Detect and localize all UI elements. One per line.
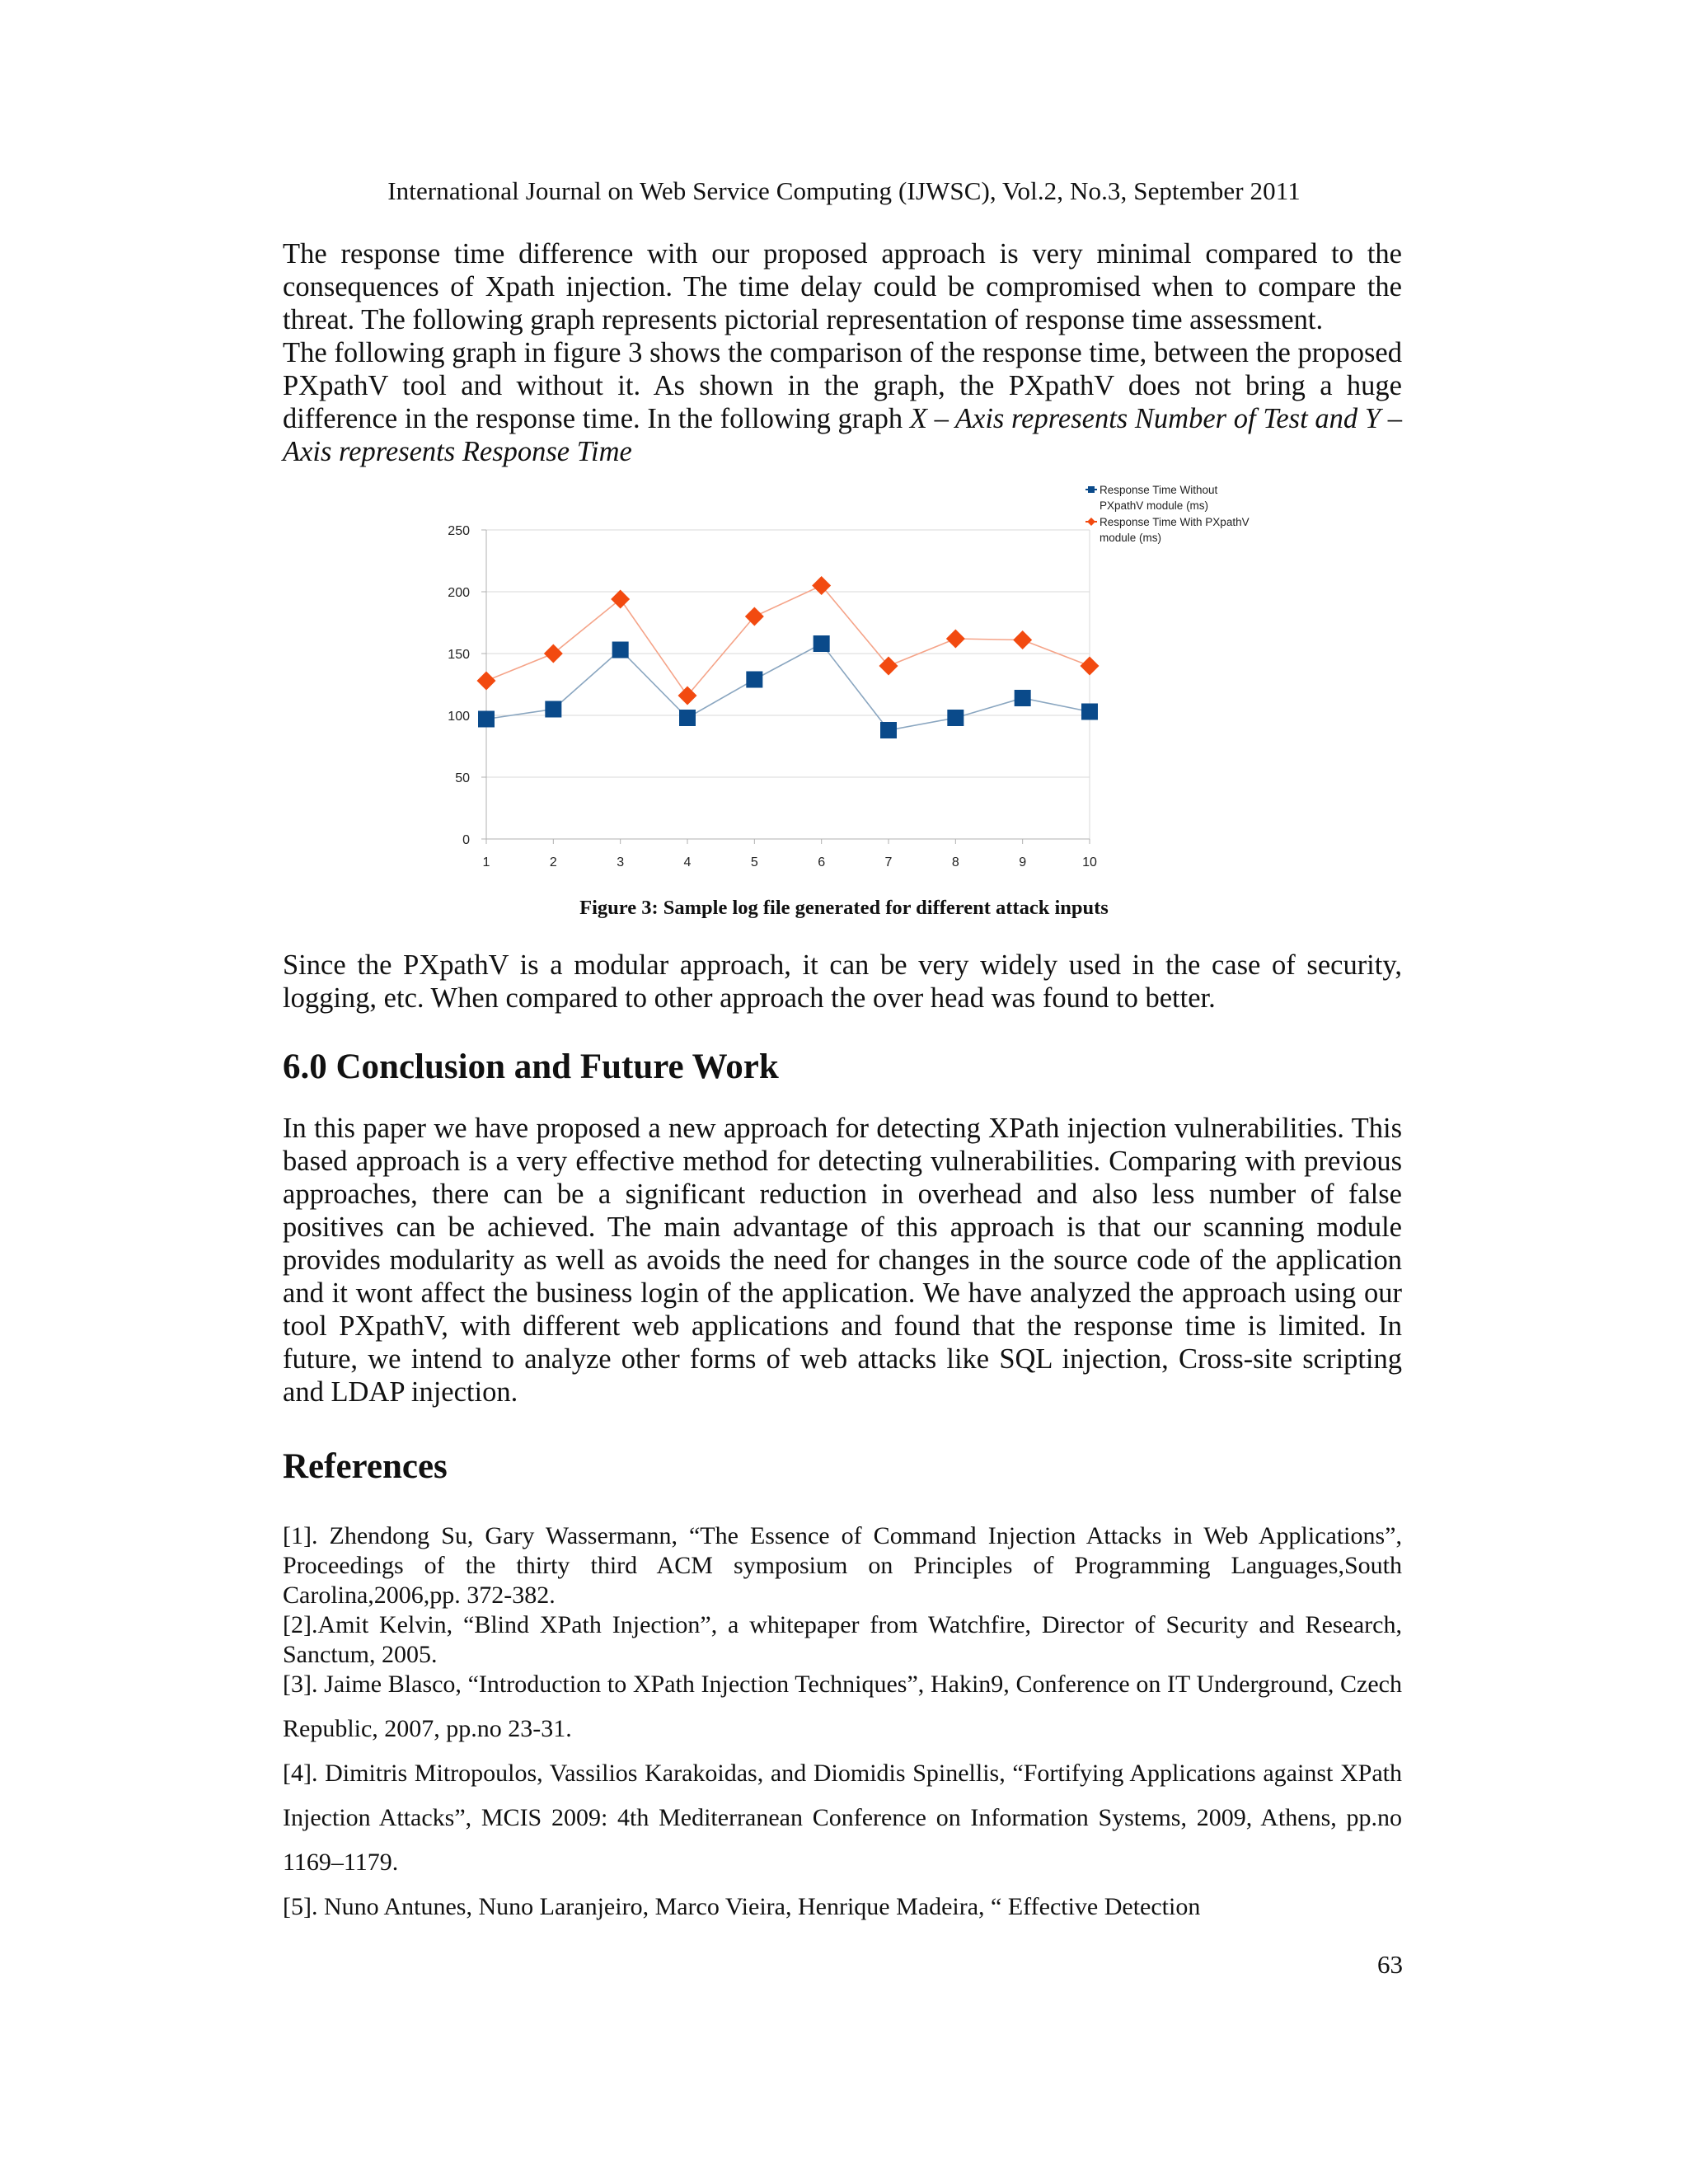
data-point-series-1: [612, 642, 629, 658]
data-point-series-2: [879, 657, 898, 676]
x-tick-labels: [483, 855, 1097, 869]
chart-axes: [481, 530, 1090, 844]
series-line-1: [486, 644, 1090, 730]
y-tick-label: 150: [448, 648, 470, 662]
post-figure-section: [283, 949, 1402, 1015]
y-tick-label: 250: [448, 524, 470, 538]
intro-paragraph-2-text: The following graph in figure 3 shows the comparison of the response time, between the proposed PXpathV tool and without it. As shown in the graph, the PXpathV does not bring a huge difference in the response time. In the following graph: [283, 337, 1402, 434]
data-point-series-2: [678, 687, 697, 705]
conclusion-section: [283, 1112, 1402, 1408]
data-point-series-1: [679, 710, 696, 726]
data-point-series-2: [477, 672, 496, 691]
data-point-series-2: [946, 630, 965, 649]
x-tick-label: 1: [482, 855, 490, 869]
data-point-series-2: [611, 590, 630, 609]
x-tick-label: 6: [818, 855, 826, 869]
legend-label: Response Time With PXpathV: [1100, 516, 1250, 528]
axis-description: X – Axis represents Number of Test and Y – Axis represents Response Time: [283, 403, 1402, 467]
references-heading: References: [283, 1447, 448, 1486]
data-point-series-1: [545, 701, 561, 718]
y-tick-label: 0: [462, 833, 470, 847]
response-time-chart: [412, 474, 1286, 902]
x-tick-label: 3: [617, 855, 625, 869]
x-tick-label: 9: [1019, 855, 1027, 869]
legend-marker: [1087, 518, 1095, 526]
figure-caption: Figure 3: Sample log file generated for different attack inputs: [579, 897, 1109, 919]
series-line-2: [486, 586, 1090, 696]
intro-section: [283, 237, 1402, 468]
data-point-series-1: [814, 635, 830, 652]
y-tick-label: 200: [448, 586, 470, 600]
intro-paragraph-2: [283, 336, 1402, 468]
data-point-series-1: [1015, 690, 1031, 706]
data-point-series-1: [880, 722, 897, 738]
y-tick-label: 100: [448, 710, 470, 724]
x-tick-label: 10: [1082, 855, 1097, 869]
running-header: International Journal on Web Service Computing (IJWSC), Vol.2, No.3, September 2011: [387, 176, 1301, 205]
reference-item: [1]. Zhendong Su, Gary Wassermann, “The Essence of Command Injection Attacks in Web Applications”, Proceedings of the thirty third ACM symposium on Principles of Programming Languages,South Carolina,2006,pp. 372-382.: [283, 1522, 1402, 1609]
y-tick-label: 50: [455, 771, 470, 785]
intro-paragraph-1: The response time difference with our proposed approach is very minimal compared to the consequences of Xpath injection. The time delay could be compromised when to compare the threat. The following graph represents pictorial representation of response time assessment.: [283, 238, 1402, 335]
conclusion-heading: 6.0 Conclusion and Future Work: [283, 1047, 779, 1086]
data-point-series-1: [478, 711, 495, 728]
legend-label: module (ms): [1100, 532, 1162, 544]
data-point-series-2: [544, 644, 563, 663]
page-number: 63: [1377, 1950, 1403, 1979]
legend-marker: [1088, 486, 1095, 493]
data-point-series-2: [1013, 630, 1032, 649]
legend-label: PXpathV module (ms): [1100, 499, 1209, 512]
x-tick-label: 2: [549, 855, 557, 869]
series-lines: [486, 586, 1090, 731]
x-tick-label: 8: [951, 855, 959, 869]
reference-item: [3]. Jaime Blasco, “Introduction to XPath Injection Techniques”, Hakin9, Conference on IT Underground, Czech Republic, 2007, pp.no 23-31.: [283, 1671, 1402, 1742]
post-figure-paragraph: Since the PXpathV is a modular approach, it can be very widely used in the case of security, logging, etc. When compared to other approach the over head was found to better.: [283, 949, 1402, 1014]
x-tick-label: 4: [683, 855, 692, 869]
references-list: [283, 1521, 1402, 1929]
x-tick-label: 7: [884, 855, 893, 869]
data-point-series-2: [812, 576, 831, 595]
data-point-series-1: [1081, 704, 1098, 720]
y-tick-labels: [448, 524, 470, 847]
chart-grid: [486, 530, 1090, 839]
data-point-series-2: [745, 607, 764, 626]
data-point-series-1: [947, 710, 964, 726]
data-point-series-1: [746, 672, 762, 688]
x-tick-label: 5: [750, 855, 758, 869]
reference-item: [4]. Dimitris Mitropoulos, Vassilios Karakoidas, and Diomidis Spinellis, “Fortifying Applications against XPath Injection Attacks”, MCIS 2009: 4th Mediterranean Conference on Information Systems, 2009, Athens, pp.no 1169–1179.: [283, 1760, 1402, 1876]
conclusion-paragraph: In this paper we have proposed a new approach for detecting XPath injection vulnerabilities. This based approach is a very effective method for detecting vulnerabilities. Comparing with previous approaches, there can be a significant reduction in overhead and also less number of false positives can be achieved. The main advantage of this approach is that our scanning module provides modularity as well as avoids the need for changes in the source code of the application and it wont affect the business login of the application. We have analyzed the approach using our tool PXpathV, with different web applications and found that the response time is limited. In future, we intend to analyze other forms of web attacks like SQL injection, Cross-site scripting and LDAP injection.: [283, 1113, 1402, 1408]
legend-label: Response Time Without: [1100, 484, 1218, 496]
reference-item: [5]. Nuno Antunes, Nuno Laranjeiro, Marco Vieira, Henrique Madeira, “ Effective Detection: [283, 1893, 1201, 1920]
chart-legend: [1085, 484, 1250, 544]
reference-item: [2].Amit Kelvin, “Blind XPath Injection”, a whitepaper from Watchfire, Director of Security and Research, Sanctum, 2005.: [283, 1611, 1402, 1668]
data-point-series-2: [1081, 657, 1100, 676]
